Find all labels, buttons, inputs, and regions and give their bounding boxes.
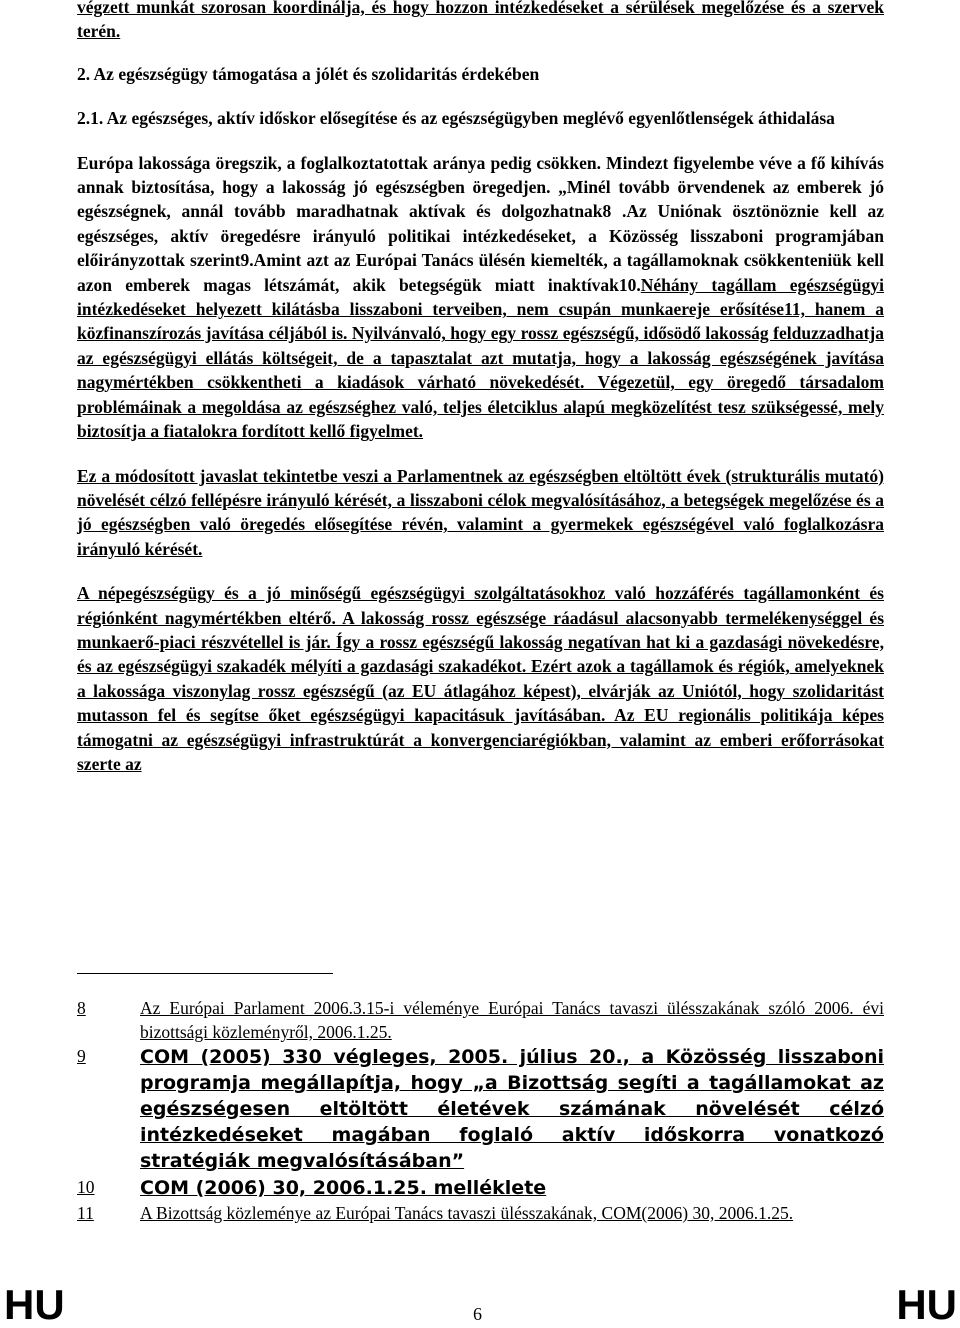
footnote-text: A Bizottság közleménye az Európai Tanács tavaszi ülésszakának, COM(2006) 30, 2006.1.25. — [140, 1203, 794, 1223]
paragraph-ageing-plain: Európa lakossága öregszik, a foglalkoztatottak aránya pedig csökken. Mindezt figyelembe véve a fő kihívás annak biztosítása, hogy a lakosság jó egészségben öregedjen. „Minél tovább örvendenek az emberek jó egészségnek, annál tovább maradhatnak aktívak és dolgozhatnak8 .Az Uniónak ösztönöznie kell az egészséges, aktív öregedésre irányuló politikai intézkedéseket, a Közösség lisszaboni programjában előirányzottak szerint9.Amint azt az Európai Tanács ülésén kiemelték, a tagállamoknak csökkenteniük kell azon emberek magas létszámát, akik betegségük miatt inaktívak10. — [77, 152, 884, 295]
page-number: 6 — [473, 1304, 482, 1324]
footnote-9 — [77, 1044, 884, 1174]
footnote-number: 8 — [77, 998, 86, 1018]
paragraph-public-health: A népegészségügy és a jó minőségű egészségügyi szolgáltatásokhoz való hozzáférés tagállamonként és régiónként nagymértékben eltérő. A lakosság rossz egészsége ráadásul alacsonyabb termelékenységgel és munkaerő-piaci részvétellel is jár. Így a rossz egészségű lakosság negatívan hat ki a gazdasági növekedésre, és az egészségügyi szakadék mélyíti a gazdasági szakadékot. Ezért azok a tagállamok és régiók, amelyeknek a lakossága viszonylag rossz egészségű (az EU átlagához képest), elvárják az Uniótól, hogy szolidaritást mutasson fel és segítse őket egészségügyi kapacitásuk javításában. Az EU regionális politikája képes támogatni az egészségügyi infrastruktúrát a konvergenciarégiókban, valamint az emberi erőforrásokat szerte az — [77, 583, 884, 774]
section-2-heading: 2. Az egészségügy támogatása a jólét és szolidaritás érdekében — [77, 63, 540, 84]
footnote-10 — [77, 1175, 884, 1201]
footnote-separator — [77, 973, 333, 974]
footnote-8 — [77, 996, 884, 1044]
paragraph-ageing — [77, 151, 884, 444]
document-body — [77, 0, 884, 776]
footnote-text: Az Európai Parlament 2006.3.15-i véleménye Európai Tanács tavaszi ülésszakának szóló 2006. évi bizottsági közleményről, 2006.1.25. — [140, 998, 884, 1042]
section-2-1-heading: 2.1. Az egészséges, aktív időskor elősegítése és az egészségügyben meglévő egyenlőtlenségek áthidalása — [77, 108, 835, 129]
intro-paragraph: végzett munkát szorosan koordinálja, és hogy hozzon intézkedéseket a sérülések megelőzése és a szervek terén. — [77, 0, 884, 42]
paragraph-ageing-underlined: Néhány tagállam egészségügyi intézkedéseket helyezett kilátásba lisszaboni terveiben, nem csupán munkaereje erősítése11, hanem a közfinanszírozás javítása céljából is. Nyilvánvaló, hogy egy rossz egészségű, idősödő lakosság felduzzadhatja az egészségügyi ellátás költségeit, de a tapasztalat azt mutatja, hogy a lakosság egészségének javítása nagymértékben csökkentheti a kiadások várható növekedését. Végezetül, egy öregedő társadalom problémáinak a megoldása az egészséghez való, teljes életciklus alapú megközelítést tesz szükségessé, mely biztosítja a fiatalokra fordított kellő figyelmet. — [77, 274, 884, 442]
footnote-number: 10 — [77, 1177, 95, 1197]
footnote-11 — [77, 1201, 884, 1225]
language-code-left: HU — [4, 1281, 65, 1328]
footnotes — [77, 996, 884, 1225]
paragraph-parliament-request: Ez a módosított javaslat tekintetbe veszi a Parlamentnek az egészségben eltöltött évek (strukturális mutató) növelését célzó fellépésre irányuló kérését, a lisszaboni célok megvalósításához, a betegségek megelőzése és a jó egészségben való öregedés elősegítése révén, valamint a gyermekek egészségével való foglalkozásra irányuló kérését. — [77, 465, 884, 559]
footnote-text: COM (2005) 330 végleges, 2005. július 20., a Közösség lisszaboni programja megállapítja, hogy „a Bizottság segíti a tagállamokat az egészségesen eltöltött életévek számának növelését célzó intézkedéseket magában foglaló aktív időskorra vonatkozó stratégiák megvalósításában” — [140, 1046, 884, 1172]
footnote-number: 11 — [77, 1203, 94, 1223]
language-code-right: HU — [896, 1281, 957, 1328]
footnote-number: 9 — [77, 1046, 86, 1066]
footnote-text: COM (2006) 30, 2006.1.25. melléklete — [140, 1177, 547, 1199]
